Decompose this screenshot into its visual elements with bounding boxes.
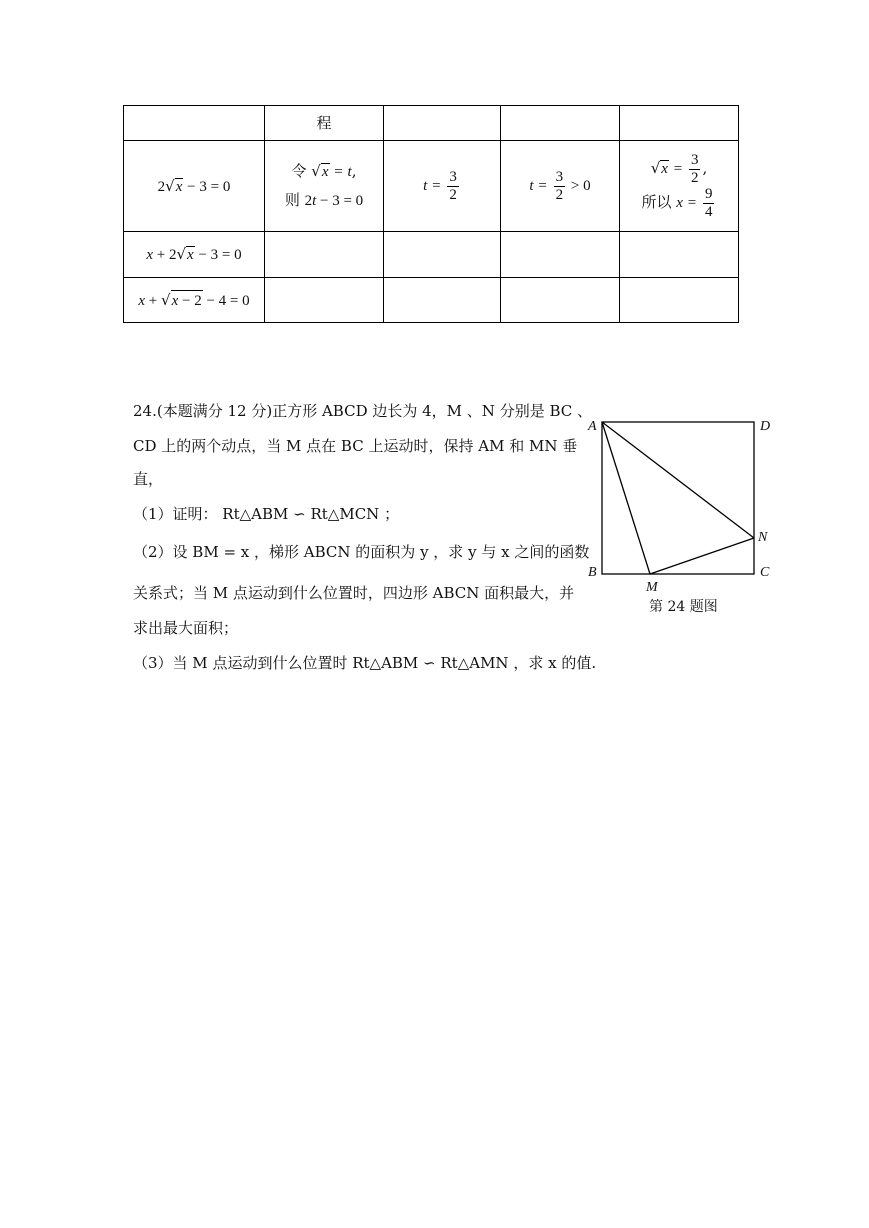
problem-number: 24. bbox=[133, 402, 157, 420]
check-cell: t = $\frac{3}{2}$ > 0 bbox=[501, 141, 620, 232]
question-part-2-cont: 求出最大面积； bbox=[133, 619, 239, 637]
segment-an bbox=[602, 422, 754, 538]
table-cell bbox=[620, 106, 739, 141]
table-cell bbox=[501, 278, 620, 323]
table-row bbox=[124, 141, 739, 232]
label-m: M bbox=[646, 580, 658, 595]
figure-diagram bbox=[580, 410, 780, 600]
question-part-1: （1）证明： Rt△ABM ∽ Rt△MCN ； bbox=[133, 505, 400, 523]
segment-am bbox=[602, 422, 650, 574]
figure-caption: 第 24 题图 bbox=[649, 599, 718, 615]
problem-line: CD 上的两个动点，当 M 点在 BC 上运动时，保持 AM 和 MN 垂 bbox=[133, 437, 578, 455]
geometry-figure bbox=[580, 410, 780, 615]
table-cell bbox=[265, 278, 384, 323]
table-cell bbox=[265, 232, 384, 278]
question-part-2: （2）设 BM = x ，梯形 ABCN 的面积为 y ，求 y 与 x 之间的函数 bbox=[133, 543, 590, 561]
problem-score: (本题满分 12 分) bbox=[156, 402, 273, 420]
problem-line: 直， bbox=[133, 470, 164, 488]
equation-cell: x + 2√x − 3 = 0 bbox=[124, 232, 265, 278]
equation-table bbox=[123, 105, 739, 323]
problem-line bbox=[133, 400, 592, 421]
question-part-2-cont: 关系式；当 M 点运动到什么位置时，四边形 ABCN 面积最大，并 bbox=[133, 584, 575, 602]
table-cell bbox=[620, 232, 739, 278]
equation-cell: 2√x − 3 = 0 bbox=[124, 141, 265, 232]
solution-cell: t = $\frac{3}{2}$ bbox=[384, 141, 501, 232]
label-a: A bbox=[588, 419, 597, 434]
result-cell: √x = $\frac{3}{2}$ , 所以 x = $\frac{9}{4}$ bbox=[620, 141, 739, 232]
problem-statement: 正方形 ABCD 边长为 4，M 、N 分别是 BC 、 bbox=[272, 402, 593, 420]
label-d: D bbox=[760, 419, 771, 434]
square-abcd bbox=[602, 422, 754, 574]
label-n: N bbox=[758, 530, 768, 545]
table-cell bbox=[620, 278, 739, 323]
label-c: C bbox=[760, 565, 770, 580]
table-cell bbox=[124, 106, 265, 141]
substitution-cell: 令 √x = t, 则 2t − 3 = 0 bbox=[265, 141, 384, 232]
table-cell bbox=[384, 106, 501, 141]
table-cell bbox=[501, 106, 620, 141]
segment-mn bbox=[650, 538, 754, 574]
table-cell bbox=[501, 232, 620, 278]
equation-cell: x + √x − 2 − 4 = 0 bbox=[124, 278, 265, 323]
table-cell bbox=[384, 278, 501, 323]
table-cell bbox=[384, 232, 501, 278]
table-row bbox=[124, 278, 739, 323]
question-part-3: （3）当 M 点运动到什么位置时 Rt△ABM ∽ Rt△AMN ，求 x 的值. bbox=[133, 654, 597, 672]
table-row bbox=[124, 106, 739, 141]
table-row bbox=[124, 232, 739, 278]
label-b: B bbox=[588, 565, 597, 580]
table-cell: 程 bbox=[265, 106, 384, 141]
